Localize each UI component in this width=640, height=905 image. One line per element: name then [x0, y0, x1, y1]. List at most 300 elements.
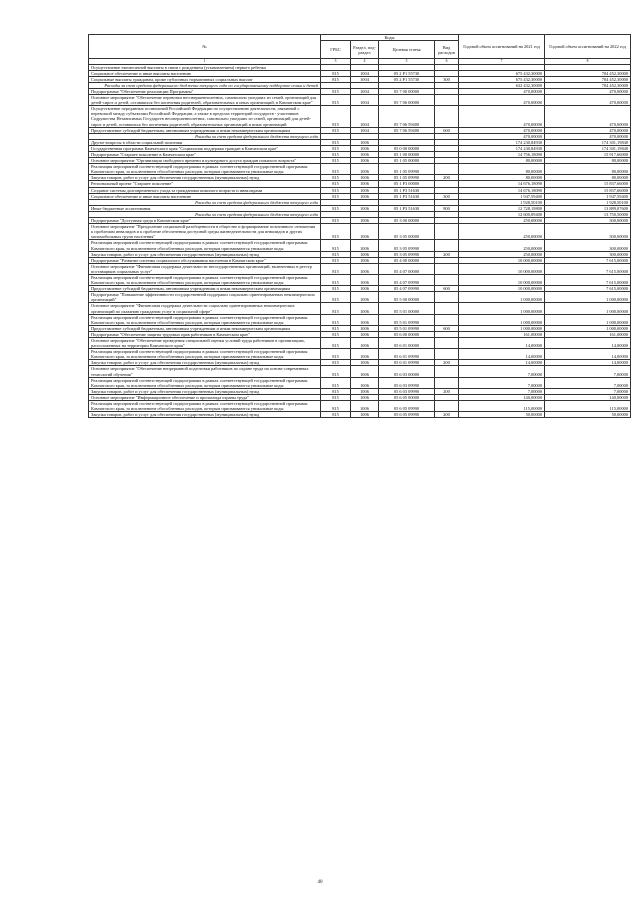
row-section: 1006 — [351, 257, 379, 263]
row-section: 1006 — [351, 152, 379, 158]
row-amount-2021: 1 000,00000 — [459, 314, 545, 325]
row-amount-2022: 7,00000 — [545, 366, 631, 377]
row-name: Закупка товаров, работ и услуг для обеспечения государственных (муниципальных) нужд — [89, 388, 321, 394]
table-row — [89, 412, 631, 418]
row-amount-2021: 80,00000 — [459, 164, 545, 175]
row-amount-2021: 470,00000 — [459, 88, 545, 94]
budget-table — [88, 34, 631, 418]
row-name: Основное мероприятие "Обеспечение непрерывной подготовки работников по охране труда на основе современных технологий обучения" — [89, 366, 321, 377]
row-target: 05 3 00 00000 — [379, 218, 435, 224]
row-grbs: 815 — [321, 145, 351, 151]
row-grbs: 815 — [321, 263, 351, 274]
row-target: 05 5 01 00000 — [379, 303, 435, 314]
row-expense-type: 600 — [435, 127, 459, 133]
row-name: Предоставление субсидий бюджетным, автономным учреждениям и иным некоммерческим организациям — [89, 286, 321, 292]
row-expense-type — [435, 106, 459, 127]
row-amount-2021: 10 000,00000 — [459, 286, 545, 292]
row-section: 1006 — [351, 349, 379, 360]
row-section: 1006 — [351, 181, 379, 187]
row-target: 05 6 00 00000 — [379, 331, 435, 337]
table-row — [89, 314, 631, 325]
row-section: 1006 — [351, 164, 379, 175]
row-section: 1006 — [351, 377, 379, 388]
row-amount-2022: 115,00000 — [545, 401, 631, 412]
row-grbs: 815 — [321, 193, 351, 199]
row-name: Создание системы долговременного ухода за гражданами пожилого возраста и инвалидами — [89, 187, 321, 193]
header-section: Раздел, под-раздел — [351, 41, 379, 59]
row-amount-2022: 1 000,00000 — [545, 292, 631, 303]
column-number: 4 — [351, 59, 379, 65]
row-amount-2021: 14,00000 — [459, 338, 545, 349]
row-amount-2022: 14,00000 — [545, 338, 631, 349]
row-amount-2021: 1 000,00000 — [459, 325, 545, 331]
table-row — [89, 303, 631, 314]
row-amount-2021: 7,00000 — [459, 377, 545, 388]
row-amount-2021: 470,00000 — [459, 127, 545, 133]
table-body — [89, 64, 631, 418]
column-number: 3 — [321, 59, 351, 65]
row-amount-2021: 1 000,00000 — [459, 303, 545, 314]
row-target: 05 6 03 09990 — [379, 388, 435, 394]
row-target: 05 1 00 00000 — [379, 152, 435, 158]
row-section: 1006 — [351, 292, 379, 303]
row-amount-2021: 250,00000 — [459, 251, 545, 257]
row-name: Подпрограмма "Обеспечение реализации Программы" — [89, 88, 321, 94]
row-grbs: 815 — [321, 205, 351, 211]
row-amount-2022: 300,00000 — [545, 218, 631, 224]
row-name: Реализация мероприятий соответствующей подпрограммы в рамках соответствующей государственной программы Камчатского края, за исключением обособленных расходов, которым присваиваются уникальные коды — [89, 314, 321, 325]
row-target: 05 1 Р3 51630 — [379, 205, 435, 211]
row-amount-2022: 470,00000 — [545, 133, 631, 139]
row-section: 1006 — [351, 193, 379, 199]
row-expense-type — [435, 338, 459, 349]
row-expense-type: 600 — [435, 286, 459, 292]
row-name: Региональный проект "Старшее поколение" — [89, 181, 321, 187]
row-target: 05 2 Р1 55730 — [379, 76, 435, 82]
row-target: 05 6 01 09990 — [379, 360, 435, 366]
row-target: 05 7 06 00000 — [379, 95, 435, 106]
row-amount-2021: 10 000,00000 — [459, 263, 545, 274]
row-expense-type — [435, 274, 459, 285]
row-target: 05 1 05 09990 — [379, 175, 435, 181]
row-name: Реализация мероприятий соответствующей подпрограммы в рамках соответствующей государственной программы Камчатского края, за исключением обособленных расходов, которым присваиваются уникальные коды — [89, 349, 321, 360]
row-name: Основное мероприятие "Обеспечение проведения специальной оценки условий труда работников в организациях, расположенных на территории Камчатского края" — [89, 338, 321, 349]
row-name: Предоставление субсидий бюджетным, автономным учреждениям и иным некоммерческим организациям — [89, 127, 321, 133]
table-row — [89, 263, 631, 274]
row-name: Социальное обеспечение и иные выплаты населению — [89, 193, 321, 199]
row-amount-2022: 7 615,00000 — [545, 286, 631, 292]
row-target: 05 3 05 00000 — [379, 224, 435, 240]
row-expense-type: 800 — [435, 205, 459, 211]
row-grbs: 815 — [321, 127, 351, 133]
row-name: Реализация мероприятий соответствующей подпрограммы в рамках соответствующей государственной программы Камчатского края, за исключением обособленных расходов, которым присваиваются уникальные коды — [89, 164, 321, 175]
table-row — [89, 366, 631, 377]
row-amount-2022: 50,00000 — [545, 412, 631, 418]
row-expense-type — [435, 401, 459, 412]
row-amount-2022: 300,00000 — [545, 224, 631, 240]
row-grbs: 815 — [321, 106, 351, 127]
row-grbs: 815 — [321, 152, 351, 158]
row-grbs: 815 — [321, 388, 351, 394]
column-number: 8 — [545, 59, 631, 65]
row-grbs: 815 — [321, 164, 351, 175]
row-section: 1006 — [351, 187, 379, 193]
row-name: Закупка товаров, работ и услуг для обеспечения государственных (муниципальных) нужд — [89, 360, 321, 366]
row-grbs: 815 — [321, 401, 351, 412]
row-grbs: 815 — [321, 251, 351, 257]
row-expense-type: 300 — [435, 193, 459, 199]
row-section: 1006 — [351, 401, 379, 412]
row-name: Подпрограмма "Доступная среда в Камчатском крае" — [89, 218, 321, 224]
row-name: Подпрограмма "Развитие системы социального обслуживания населения в Камчатском крае" — [89, 257, 321, 263]
row-amount-2022: 704 452,30000 — [545, 82, 631, 88]
column-number: 5 — [379, 59, 435, 65]
row-section: 1006 — [351, 360, 379, 366]
row-amount-2022: 1 000,00000 — [545, 314, 631, 325]
row-section: 1004 — [351, 70, 379, 76]
row-name: Осуществление ежемесячной выплаты в связи с рождением (усыновлением) первого ребенка — [89, 64, 321, 70]
row-amount-2022: 1 000,00000 — [545, 325, 631, 331]
header-target: Целевая статья — [379, 41, 435, 59]
row-amount-2021: 12 600,89400 — [459, 211, 545, 217]
row-amount-2021: 14,00000 — [459, 360, 545, 366]
row-amount-2021: 250,00000 — [459, 224, 545, 240]
row-target: 05 6 01 00000 — [379, 338, 435, 349]
row-amount-2022: 161,00000 — [545, 331, 631, 337]
row-section: 1006 — [351, 158, 379, 164]
row-amount-2022: 80,00000 — [545, 175, 631, 181]
row-grbs: 815 — [321, 224, 351, 240]
row-target: 05 6 03 09990 — [379, 377, 435, 388]
row-name: Социальные выплаты гражданам, кроме публичных нормативных социальных выплат — [89, 76, 321, 82]
row-amount-2022: 470,00000 — [545, 127, 631, 133]
row-amount-2022: 13 889,07600 — [545, 205, 631, 211]
row-amount-2021: 470,00000 — [459, 133, 545, 139]
row-target: 05 5 01 09990 — [379, 314, 435, 325]
row-grbs: 815 — [321, 331, 351, 337]
row-expense-type: 200 — [435, 412, 459, 418]
row-amount-2021: 115,00000 — [459, 401, 545, 412]
row-amount-2022: 470,00000 — [545, 88, 631, 94]
row-grbs: 815 — [321, 325, 351, 331]
row-section: 1006 — [351, 145, 379, 151]
row-amount-2021: 140,00000 — [459, 394, 545, 400]
table-row — [89, 106, 631, 127]
row-grbs: 815 — [321, 76, 351, 82]
row-amount-2022: 174 301,19840 — [545, 139, 631, 145]
table-row — [89, 224, 631, 240]
header-type: Вид расходов — [435, 41, 459, 59]
row-name: Государственная программа Камчатского края "Социальная поддержка граждан в Камчатском крае" — [89, 145, 321, 151]
row-section: 1006 — [351, 175, 379, 181]
table-row — [89, 240, 631, 251]
row-grbs: 815 — [321, 218, 351, 224]
row-name: Основное мероприятие "Организация свободного времени и культурного досуга граждан пожилого возраста" — [89, 158, 321, 164]
row-section: 1006 — [351, 412, 379, 418]
table-row — [89, 377, 631, 388]
row-amount-2022: 1 000,00000 — [545, 303, 631, 314]
row-expense-type — [435, 263, 459, 274]
row-amount-2022: 1 947,59400 — [545, 193, 631, 199]
row-amount-2021: 675 432,30000 — [459, 70, 545, 76]
row-target: 05 1 Р3 51630 — [379, 187, 435, 193]
row-grbs: 815 — [321, 394, 351, 400]
row-name: Основное мероприятие "Информационное обеспечение и пропаганда охраны труда" — [89, 394, 321, 400]
row-name: Расходы за счет средств федерального бюджета текущего года — [89, 211, 321, 217]
row-expense-type — [435, 377, 459, 388]
row-section: 1006 — [351, 303, 379, 314]
row-amount-2021: 632 432,30000 — [459, 82, 545, 88]
row-section: 1006 — [351, 139, 379, 145]
row-name: Подпрограмма "Повышение эффективности государственной поддержки социально ориентированных некоммерческих организаций" — [89, 292, 321, 303]
row-name: Закупка товаров, работ и услуг для обеспечения государственных (муниципальных) нужд — [89, 251, 321, 257]
row-expense-type — [435, 224, 459, 240]
row-amount-2021: 1 000,00000 — [459, 292, 545, 303]
row-amount-2022: 15 837,66000 — [545, 187, 631, 193]
row-amount-2022: 140,00000 — [545, 394, 631, 400]
row-amount-2021: 12 728,19800 — [459, 205, 545, 211]
row-name: Социальное обеспечение и иные выплаты населению — [89, 70, 321, 76]
row-section: 1004 — [351, 95, 379, 106]
row-grbs: 815 — [321, 314, 351, 325]
row-amount-2021: 161,00000 — [459, 331, 545, 337]
row-grbs: 815 — [321, 360, 351, 366]
table-row — [89, 274, 631, 285]
row-amount-2022: 7 615,00000 — [545, 274, 631, 285]
row-amount-2022: 15 837,66000 — [545, 181, 631, 187]
row-target: 05 6 05 09990 — [379, 401, 435, 412]
row-amount-2022: 13 750,50000 — [545, 211, 631, 217]
row-amount-2022: 300,00000 — [545, 240, 631, 251]
row-amount-2021: 1 928,50100 — [459, 199, 545, 205]
row-expense-type: 300 — [435, 76, 459, 82]
row-section: 1006 — [351, 263, 379, 274]
row-expense-type: 200 — [435, 360, 459, 366]
row-target: 05 4 07 09990 — [379, 286, 435, 292]
row-grbs: 815 — [321, 257, 351, 263]
row-amount-2022: 470,00000 — [545, 106, 631, 127]
row-amount-2021: 1 947,59400 — [459, 193, 545, 199]
row-section: 1006 — [351, 224, 379, 240]
row-amount-2022: 470,00000 — [545, 95, 631, 106]
row-amount-2021: 14,00000 — [459, 349, 545, 360]
budget-page — [88, 34, 630, 418]
row-section: 1006 — [351, 338, 379, 349]
row-section: 1006 — [351, 331, 379, 337]
row-grbs: 815 — [321, 70, 351, 76]
row-name: Подпрограмма "Старшее поколение в Камчатском крае" — [89, 152, 321, 158]
row-grbs: 815 — [321, 338, 351, 349]
row-expense-type: 200 — [435, 175, 459, 181]
row-amount-2021: 675 432,30000 — [459, 76, 545, 82]
table-row — [89, 401, 631, 412]
row-section: 1004 — [351, 127, 379, 133]
row-amount-2022: 14,00000 — [545, 360, 631, 366]
row-grbs: 815 — [321, 292, 351, 303]
row-amount-2022: 7,00000 — [545, 377, 631, 388]
table-row — [89, 164, 631, 175]
row-expense-type: 200 — [435, 251, 459, 257]
row-grbs: 815 — [321, 366, 351, 377]
row-expense-type — [435, 314, 459, 325]
row-amount-2021: 50,00000 — [459, 412, 545, 418]
row-section: 1006 — [351, 286, 379, 292]
row-amount-2021: 250,00000 — [459, 218, 545, 224]
row-section: 1006 — [351, 274, 379, 285]
row-amount-2021: 14 756,18090 — [459, 152, 545, 158]
row-section: 1006 — [351, 325, 379, 331]
row-name: Другие вопросы в области социальной политики — [89, 139, 321, 145]
row-expense-type: 200 — [435, 388, 459, 394]
row-name: Реализация мероприятий соответствующей подпрограммы в рамках соответствующей государственной программы Камчатского края, за исключением обособленных расходов, которым присваиваются уникальные коды — [89, 377, 321, 388]
row-target: 05 6 05 09990 — [379, 412, 435, 418]
row-name: Расходы за счет средств федерального бюджета текущего года — [89, 133, 321, 139]
row-target: 05 1 05 00000 — [379, 158, 435, 164]
table-row — [89, 95, 631, 106]
row-name: Иные бюджетные ассигнования — [89, 205, 321, 211]
row-amount-2021: 7,00000 — [459, 366, 545, 377]
row-target: 05 6 03 00000 — [379, 366, 435, 377]
row-section: 1006 — [351, 388, 379, 394]
row-name: Основное мероприятие "Финансовая поддержка деятельности негосударственных организаций, включенных в реестр поставщиков социальных услуг" — [89, 263, 321, 274]
row-name: Предоставление субсидий бюджетным, автономным учреждениям и иным некоммерческим организациям — [89, 325, 321, 331]
row-amount-2022: 174 301,19840 — [545, 145, 631, 151]
row-target: 05 1 Р3 00000 — [379, 181, 435, 187]
row-target: 05 1 Р3 51630 — [379, 193, 435, 199]
row-grbs: 815 — [321, 286, 351, 292]
row-target: 05 7 06 59400 — [379, 106, 435, 127]
column-number: 1 — [89, 59, 321, 65]
row-target: 05 6 05 00000 — [379, 394, 435, 400]
header-2021: Годовой объем ассигнований на 2021 год — [459, 35, 545, 59]
row-name: Закупка товаров, работ и услуг для обеспечения государственных (муниципальных) нужд — [89, 412, 321, 418]
header-2022: Годовой объем ассигнований на 2022 год — [545, 35, 631, 59]
row-grbs: 815 — [321, 95, 351, 106]
row-amount-2021: 14 676,18090 — [459, 181, 545, 187]
row-amount-2022: 7 615,00000 — [545, 257, 631, 263]
table-row — [89, 349, 631, 360]
row-amount-2021: 80,00000 — [459, 158, 545, 164]
row-target: 05 1 05 09990 — [379, 164, 435, 175]
page-number: 40 — [317, 880, 323, 885]
row-amount-2022: 80,00000 — [545, 158, 631, 164]
row-amount-2022: 80,00000 — [545, 164, 631, 175]
table-row — [89, 292, 631, 303]
row-grbs: 815 — [321, 303, 351, 314]
row-name: Реализация мероприятий соответствующей подпрограммы в рамках соответствующей государственной программы Камчатского края, за исключением обособленных расходов, которым присваиваются уникальные коды — [89, 274, 321, 285]
row-grbs: 815 — [321, 412, 351, 418]
row-amount-2021: 10 000,00000 — [459, 274, 545, 285]
row-name: Основное мероприятие "Финансовая поддержка деятельности социально ориентированных некоммерческих организаций по оказанию гражданам услуг в социальной сфере" — [89, 303, 321, 314]
row-section: 1004 — [351, 106, 379, 127]
row-target: 05 3 05 09990 — [379, 251, 435, 257]
row-name: Осуществление переданных полномочий Российской Федерации по осуществлению деятельности, связанной с перевозкой между субъектами Российской Федерации, а также в пределах территорий государств - участников Содружества Независимых Государств несовершеннолетних, самовольно ушедших из семей, организаций для детей-сирот и детей, оставшихся без попечения родителей, образовательных организаций и иных организаций — [89, 106, 321, 127]
row-amount-2021: 174 230,84930 — [459, 139, 545, 145]
row-expense-type — [435, 349, 459, 360]
row-expense-type — [435, 292, 459, 303]
row-target: 05 3 05 09990 — [379, 240, 435, 251]
header-no: № — [89, 35, 321, 59]
row-grbs: 815 — [321, 240, 351, 251]
row-amount-2022: 300,00000 — [545, 251, 631, 257]
row-target: 05 4 00 00000 — [379, 257, 435, 263]
row-amount-2021: 250,00000 — [459, 240, 545, 251]
row-expense-type — [435, 303, 459, 314]
row-amount-2021: 7,00000 — [459, 388, 545, 394]
row-grbs: 815 — [321, 274, 351, 285]
row-amount-2022: 1 928,50100 — [545, 199, 631, 205]
row-amount-2022: 7,00000 — [545, 388, 631, 394]
header-codes: Коды — [321, 35, 459, 41]
row-amount-2021: 470,00000 — [459, 95, 545, 106]
row-amount-2022: 14,00000 — [545, 349, 631, 360]
row-section: 1004 — [351, 76, 379, 82]
row-name: Реализация мероприятий соответствующей подпрограммы в рамках соответствующей государственной программы Камчатского края, за исключением обособленных расходов, которым присваиваются уникальные коды — [89, 240, 321, 251]
row-target: 05 7 06 59400 — [379, 127, 435, 133]
row-amount-2021: 14 676,18090 — [459, 187, 545, 193]
row-expense-type — [435, 164, 459, 175]
row-name: Расходы за счет средств федерального бюджета текущего года — [89, 199, 321, 205]
row-amount-2022: 7 615,00000 — [545, 263, 631, 274]
row-section: 1006 — [351, 366, 379, 377]
row-expense-type — [435, 366, 459, 377]
row-grbs: 815 — [321, 175, 351, 181]
row-target: 05 4 07 00000 — [379, 263, 435, 274]
row-section: 1006 — [351, 251, 379, 257]
row-name: Расходы за счет средств федерального бюджета текущего года по государственному поддержке семьи и детей — [89, 82, 321, 88]
row-target: 05 6 01 09990 — [379, 349, 435, 360]
column-number: 6 — [435, 59, 459, 65]
row-name: Основное мероприятие "Обеспечение перевозки несовершеннолетних, самовольно ушедших из семей, организаций для детей-сирот и детей, оставшихся без попечения родителей, образовательных и иных организаций, в Камчатском крае" — [89, 95, 321, 106]
row-target: 05 4 07 09990 — [379, 274, 435, 285]
row-grbs: 815 — [321, 88, 351, 94]
row-expense-type: 600 — [435, 325, 459, 331]
row-expense-type — [435, 95, 459, 106]
table-row — [89, 338, 631, 349]
row-name: Реализация мероприятий соответствующей подпрограммы в рамках соответствующей государственной программы Камчатского края, за исключением обособленных расходов, которым присваиваются уникальные коды — [89, 401, 321, 412]
row-section: 1006 — [351, 205, 379, 211]
row-target: 05 0 00 00000 — [379, 145, 435, 151]
row-expense-type — [435, 240, 459, 251]
row-amount-2021: 174 230,84930 — [459, 145, 545, 151]
row-amount-2022: 15 917,66000 — [545, 152, 631, 158]
row-name: Основное мероприятие "Преодоление социальной разобщенности в обществе и формирование позитивного отношения к проблемам инвалидов и к проблеме обеспечения доступной среды жизнедеятельности для инвалидов и других маломобильных групп населения" — [89, 224, 321, 240]
row-section: 1004 — [351, 88, 379, 94]
row-grbs: 815 — [321, 158, 351, 164]
row-section: 1006 — [351, 240, 379, 251]
row-section: 1006 — [351, 314, 379, 325]
row-name: Подпрограмма "Обеспечение защиты трудовых прав работников в Камчатском крае" — [89, 331, 321, 337]
row-grbs: 815 — [321, 349, 351, 360]
row-amount-2021: 80,00000 — [459, 175, 545, 181]
row-name: Закупка товаров, работ и услуг для обеспечения государственных (муниципальных) нужд — [89, 175, 321, 181]
row-section: 1006 — [351, 394, 379, 400]
header-grbs: ГРБС — [321, 41, 351, 59]
row-grbs: 815 — [321, 187, 351, 193]
row-grbs: 815 — [321, 377, 351, 388]
row-target: 05 7 00 00000 — [379, 88, 435, 94]
row-section: 1006 — [351, 218, 379, 224]
row-target: 05 5 00 00000 — [379, 292, 435, 303]
row-amount-2022: 704 452,30000 — [545, 76, 631, 82]
row-target: 05 5 01 09990 — [379, 325, 435, 331]
column-number: 7 — [459, 59, 545, 65]
row-grbs: 815 — [321, 139, 351, 145]
row-grbs: 815 — [321, 181, 351, 187]
row-amount-2022: 704 452,30000 — [545, 70, 631, 76]
row-target: 05 2 Р1 55730 — [379, 70, 435, 76]
row-amount-2021: 10 000,00000 — [459, 257, 545, 263]
